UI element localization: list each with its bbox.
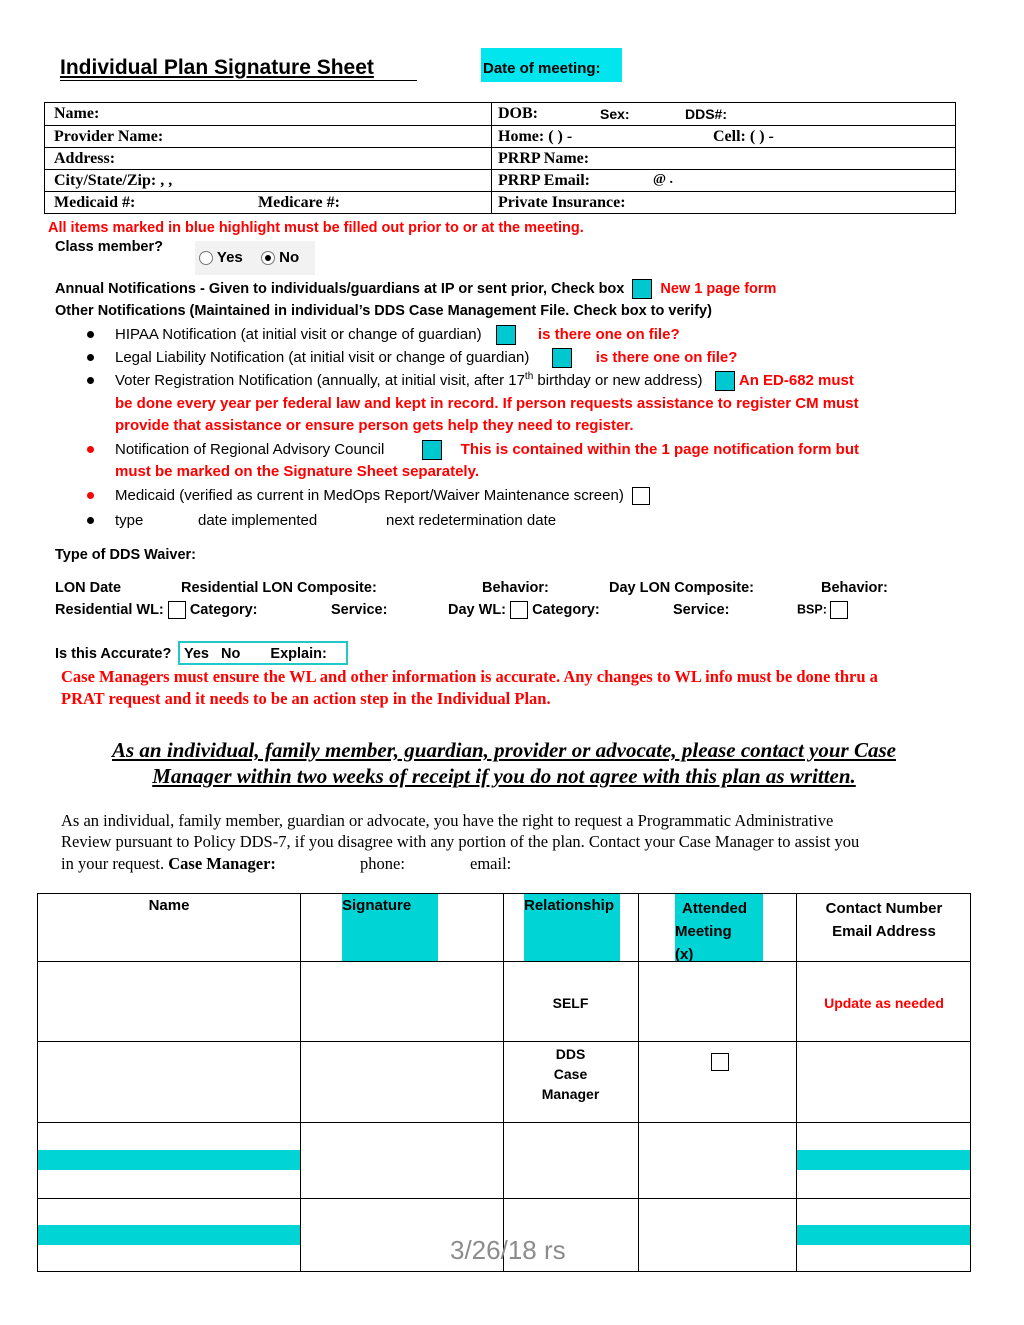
- signature-table: [37, 893, 971, 1272]
- day-wl-label: Day WL:: [448, 601, 506, 618]
- name-row-3-highlight: [38, 1150, 300, 1170]
- bullet-icon: [87, 354, 94, 361]
- signature-column-header: Signature: [342, 897, 412, 914]
- next-redetermination-label: next redetermination date: [386, 512, 557, 529]
- day-wl-checkbox[interactable]: [510, 601, 528, 619]
- contact-column-header: [796, 897, 972, 943]
- class-member-options: [195, 241, 315, 275]
- attended-header-line-1: Attended: [682, 900, 747, 917]
- behavior-label-1: Behavior:: [482, 580, 549, 596]
- date-implemented-label: date implemented: [198, 512, 318, 529]
- self-relationship: SELF: [552, 995, 589, 1011]
- private-insurance-field[interactable]: Private Insurance:: [498, 194, 626, 211]
- rights-line-3-text: in your request.: [61, 854, 165, 873]
- legal-liability-item: [115, 348, 737, 368]
- date-of-meeting-field[interactable]: [481, 48, 622, 82]
- title-underline-extension: [60, 80, 417, 81]
- accurate-explain: Explain:: [270, 646, 327, 662]
- name-field[interactable]: Name:: [54, 105, 100, 122]
- case-manager-attended-checkbox[interactable]: [711, 1053, 729, 1071]
- medicaid-label: Medicaid (verified as current in MedOps Report/Waiver Maintenance screen): [115, 487, 624, 504]
- address-field[interactable]: Address:: [54, 150, 116, 167]
- legal-liability-label: Legal Liability Notification (at initial visit or change of guardian): [115, 348, 530, 366]
- radio-selected-icon: [261, 251, 275, 265]
- class-member-label: Class member?: [55, 239, 163, 255]
- rights-line-1: As an individual, family member, guardian or advocate, you have the right to request a Programmatic Administrative: [61, 811, 834, 830]
- individual-info-table: [44, 102, 956, 214]
- annual-notifications-text: [55, 279, 776, 299]
- accurate-yes[interactable]: Yes: [184, 646, 209, 662]
- contact-row-4-highlight: [796, 1225, 970, 1245]
- rights-line-3: [61, 854, 276, 874]
- bullet-icon: [87, 377, 94, 384]
- behavior-label-2: Behavior:: [821, 580, 888, 596]
- class-member-no-radio[interactable]: [261, 249, 299, 266]
- home-phone-field[interactable]: Home: ( ) -: [498, 128, 573, 145]
- legal-liability-note: is there one on file?: [595, 348, 738, 366]
- residential-wl-item: [55, 601, 258, 619]
- name-row-4-highlight: [38, 1225, 300, 1245]
- voter-registration-checkbox[interactable]: [715, 371, 735, 391]
- update-as-needed-note: Update as needed: [824, 995, 944, 1011]
- bsp-label: BSP:: [797, 602, 827, 617]
- medicaid-number-field[interactable]: Medicaid #:: [54, 194, 136, 211]
- regional-note-line-1: This is contained within the 1 page notification form but: [460, 440, 859, 458]
- rights-line-2: Review pursuant to Policy DDS-7, if you disagree with any portion of the plan. Contact your Case Manager to assist you: [61, 832, 860, 851]
- accurate-response-box[interactable]: [178, 641, 348, 665]
- attended-header-line-2: Meeting: [675, 923, 732, 940]
- bullet-icon: [87, 446, 94, 453]
- service-label-1: Service:: [331, 602, 388, 618]
- day-wl-item: [448, 601, 600, 619]
- regional-council-checkbox[interactable]: [422, 440, 442, 460]
- voter-note-line-1: An ED-682 must: [738, 372, 854, 389]
- footer-date-initials: 3/26/18 rs: [450, 1235, 566, 1265]
- contact-row-3-highlight: [796, 1150, 970, 1170]
- blue-highlight-notice: All items marked in blue highlight must be filled out prior to or at the meeting.: [48, 220, 584, 236]
- date-of-meeting-label: Date of meeting:: [483, 60, 601, 77]
- bullet-icon: [87, 492, 94, 499]
- class-member-yes-label: Yes: [216, 249, 243, 266]
- name-column-header: Name: [148, 897, 190, 914]
- service-label-2: Service:: [673, 602, 730, 618]
- lon-date-label: LON Date: [55, 580, 122, 596]
- bullet-icon: [87, 331, 94, 338]
- waiver-type-label: Type of DDS Waiver:: [55, 547, 196, 563]
- hipaa-item: [115, 325, 680, 345]
- regional-council-item: [115, 440, 859, 460]
- contact-header-line-2: Email Address: [832, 923, 936, 940]
- hipaa-note: is there one on file?: [537, 325, 680, 343]
- annual-notifications-label: Annual Notifications - Given to individuals/guardians at IP or sent prior, Check box: [55, 280, 625, 297]
- day-lon-label: Day LON Composite:: [609, 580, 755, 596]
- regional-note-line-2: must be marked on the Signature Sheet separately.: [115, 463, 479, 480]
- contact-header-line-1: Contact Number: [825, 900, 943, 917]
- bsp-item: [797, 601, 848, 619]
- sex-field[interactable]: Sex:: [600, 106, 630, 122]
- cm-note-line-1: Case Managers must ensure the WL and other information is accurate. Any changes to WL info must be done thru a: [61, 667, 878, 686]
- case-manager-label: Case Manager:: [168, 854, 276, 873]
- voter-note-line-2: be done every year per federal law and kept in record. If person requests assistance to register CM must: [115, 395, 859, 412]
- phone-label: phone:: [360, 854, 405, 873]
- medicaid-type-label: type: [115, 512, 144, 529]
- accurate-label: Is this Accurate?: [55, 646, 172, 662]
- other-notifications-heading: Other Notifications (Maintained in individual’s DDS Case Management File. Check box to verify): [55, 303, 712, 319]
- annual-notifications-note: New 1 page form: [660, 280, 777, 297]
- page-title: Individual Plan Signature Sheet: [60, 56, 374, 79]
- dds-line-1: DDS: [555, 1046, 586, 1062]
- voter-note-line-3: provide that assistance or ensure person gets help they need to register.: [115, 417, 634, 434]
- cm-note-line-2: PRAT request and it needs to be an action step in the Individual Plan.: [61, 689, 551, 708]
- residential-wl-checkbox[interactable]: [168, 601, 186, 619]
- prrp-email-at: @ .: [653, 172, 674, 187]
- residential-lon-label: Residential LON Composite:: [181, 580, 377, 596]
- accurate-no[interactable]: No: [221, 646, 241, 662]
- voter-superscript: th: [524, 371, 534, 382]
- category-label-2: Category:: [532, 601, 600, 618]
- city-state-zip-field[interactable]: City/State/Zip: , ,: [54, 172, 173, 189]
- dds-line-2: Case: [553, 1066, 588, 1082]
- bullet-icon: [87, 517, 94, 524]
- voter-registration-item: [115, 371, 854, 391]
- attended-header-line-3: (x): [675, 946, 694, 963]
- hipaa-label: HIPAA Notification (at initial visit or change of guardian): [115, 325, 482, 343]
- email-label: email:: [470, 854, 512, 873]
- regional-council-label: Notification of Regional Advisory Council: [115, 440, 385, 458]
- residential-wl-label: Residential WL:: [55, 601, 164, 618]
- category-label-1: Category:: [189, 601, 258, 618]
- voter-registration-label-end: birthday or new address): [533, 372, 703, 389]
- cell-phone-field[interactable]: Cell: ( ) -: [713, 128, 774, 145]
- dds-line-3: Manager: [541, 1086, 600, 1102]
- provider-name-field[interactable]: Provider Name:: [54, 128, 164, 145]
- contact-statement-line-1: As an individual, family member, guardian, provider or advocate, please contact your Case: [112, 738, 896, 762]
- class-member-no-label: No: [279, 249, 300, 266]
- hipaa-checkbox[interactable]: [496, 325, 516, 345]
- medicaid-checkbox[interactable]: [632, 487, 650, 505]
- relationship-column-header: Relationship: [524, 897, 615, 914]
- radio-icon: [199, 251, 213, 265]
- medicare-number-field[interactable]: Medicare #:: [258, 194, 340, 211]
- bsp-checkbox[interactable]: [830, 601, 848, 619]
- prrp-email-field[interactable]: PRRP Email:: [498, 172, 590, 189]
- legal-liability-checkbox[interactable]: [552, 348, 572, 368]
- dds-case-manager-relationship: [503, 1044, 638, 1104]
- dob-field[interactable]: DOB:: [498, 105, 538, 122]
- dds-number-field[interactable]: DDS#:: [685, 106, 728, 122]
- voter-registration-label: Voter Registration Notification (annually, at initial visit, after 17: [115, 372, 525, 389]
- attended-column-header: [675, 897, 747, 966]
- medicaid-item: [115, 487, 650, 505]
- prrp-name-field[interactable]: PRRP Name:: [498, 150, 590, 167]
- annual-notifications-checkbox[interactable]: [632, 279, 652, 299]
- contact-statement-line-2: Manager within two weeks of receipt if you do not agree with this plan as written.: [152, 764, 856, 788]
- class-member-yes-radio[interactable]: [199, 249, 247, 266]
